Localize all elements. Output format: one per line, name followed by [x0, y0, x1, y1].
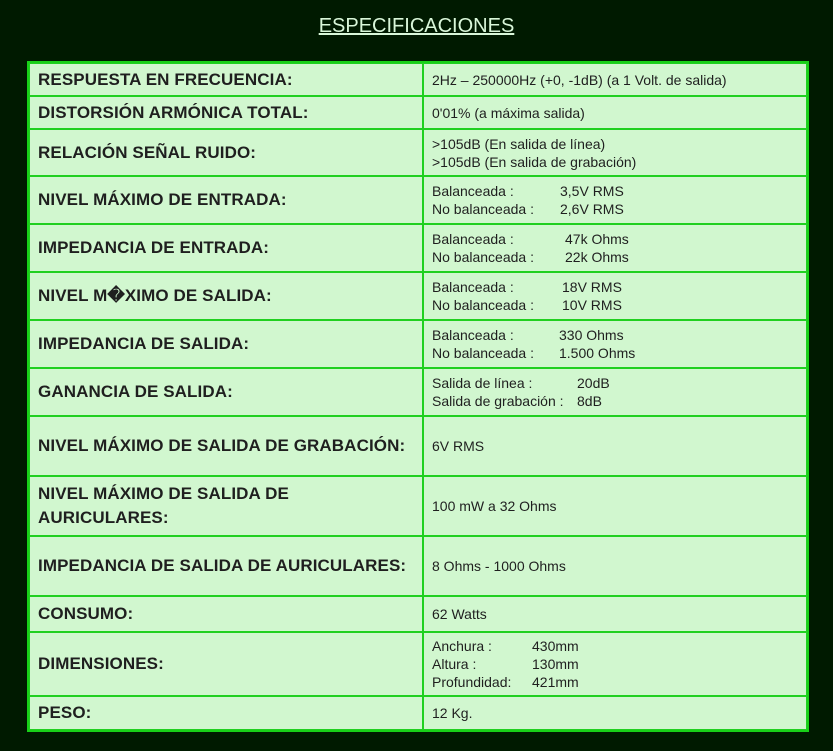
spec-pair [432, 374, 798, 392]
spec-value [423, 536, 807, 596]
spec-label: IMPEDANCIA DE ENTRADA: [29, 224, 423, 272]
spec-pair-key: Salida de grabación : [432, 393, 564, 409]
table-row [29, 368, 807, 416]
spec-pair-key: Balanceada : [432, 327, 514, 343]
spec-pair [432, 230, 798, 248]
spec-value-line: 12 Kg. [432, 705, 473, 721]
spec-label: IMPEDANCIA DE SALIDA: [29, 320, 423, 368]
spec-pair-key: Balanceada : [432, 183, 514, 199]
spec-pair [432, 673, 798, 691]
spec-pair [432, 182, 798, 200]
spec-pair-value: 47k Ohms [565, 231, 629, 247]
spec-value-line: 0'01% (a máxima salida) [432, 104, 585, 121]
spec-value [423, 176, 807, 224]
spec-pair-key: No balanceada : [432, 297, 534, 313]
spec-value-line: >105dB (En salida de línea) [432, 135, 606, 152]
spec-value [423, 596, 807, 632]
table-row [29, 96, 807, 129]
spec-pair-key: Altura : [432, 656, 477, 672]
table-row [29, 696, 807, 730]
spec-value [423, 129, 807, 176]
spec-pair [432, 200, 798, 218]
spec-pair [432, 278, 798, 296]
table-row [29, 596, 807, 632]
spec-pair-key: No balanceada : [432, 201, 534, 217]
spec-value [423, 224, 807, 272]
spec-pair-value: 20dB [577, 375, 610, 391]
spec-value [423, 696, 807, 730]
spec-value-line: 8 Ohms - 1000 Ohms [432, 558, 566, 574]
spec-label: NIVEL MÁXIMO DE SALIDA DE AURICULARES: [29, 476, 423, 536]
spec-pair-value: 430mm [532, 638, 579, 654]
spec-pair-key: Balanceada : [432, 231, 514, 247]
spec-value [423, 320, 807, 368]
spec-value-line: 2Hz – 250000Hz (+0, -1dB) (a 1 Volt. de salida) [432, 71, 727, 88]
table-row [29, 476, 807, 536]
spec-pair-value: 2,6V RMS [560, 201, 624, 217]
spec-label: RELACIÓN SEÑAL RUIDO: [29, 129, 423, 176]
spec-pair-value: 22k Ohms [565, 249, 629, 265]
spec-pair [432, 296, 798, 314]
spec-pair-value: 3,5V RMS [560, 183, 624, 199]
spec-pair-key: Salida de línea : [432, 375, 533, 391]
spec-value [423, 632, 807, 696]
spec-value [423, 416, 807, 476]
spec-pair-value: 421mm [532, 674, 579, 690]
spec-pair-value: 8dB [577, 393, 602, 409]
spec-label: CONSUMO: [29, 596, 423, 632]
spec-label: DIMENSIONES: [29, 632, 423, 696]
spec-pair-value: 10V RMS [562, 297, 622, 313]
specifications-table [27, 61, 809, 732]
spec-pair-key: Anchura : [432, 638, 492, 654]
table-row [29, 176, 807, 224]
table-row [29, 272, 807, 320]
spec-pair [432, 392, 798, 410]
spec-value-line: 62 Watts [432, 606, 487, 622]
spec-pair-key: No balanceada : [432, 249, 534, 265]
spec-label: IMPEDANCIA DE SALIDA DE AURICULARES: [29, 536, 423, 596]
spec-pair-key: Profundidad: [432, 674, 512, 690]
spec-value-line: 6V RMS [432, 438, 485, 454]
spec-pair-key: Balanceada : [432, 279, 514, 295]
spec-value [423, 272, 807, 320]
table-row [29, 536, 807, 596]
spec-pair-value: 330 Ohms [559, 327, 624, 343]
spec-value [423, 476, 807, 536]
spec-pair [432, 344, 798, 362]
table-row [29, 129, 807, 176]
spec-pair [432, 248, 798, 266]
spec-value [423, 96, 807, 129]
spec-label: GANANCIA DE SALIDA: [29, 368, 423, 416]
spec-pair [432, 637, 798, 655]
spec-label: RESPUESTA EN FRECUENCIA: [29, 63, 423, 96]
spec-pair-key: No balanceada : [432, 345, 534, 361]
table-row [29, 416, 807, 476]
spec-value-line: >105dB (En salida de grabación) [432, 153, 637, 170]
table-row [29, 63, 807, 96]
table-row [29, 320, 807, 368]
spec-value [423, 368, 807, 416]
table-row [29, 632, 807, 696]
spec-pair-value: 130mm [532, 656, 579, 672]
spec-value-line: 100 mW a 32 Ohms [432, 498, 557, 514]
spec-label: NIVEL MÁXIMO DE SALIDA DE GRABACIÓN: [29, 416, 423, 476]
table-row [29, 224, 807, 272]
spec-pair [432, 655, 798, 673]
spec-label: DISTORSIÓN ARMÓNICA TOTAL: [29, 96, 423, 129]
spec-label: NIVEL MÁXIMO DE ENTRADA: [29, 176, 423, 224]
spec-label: PESO: [29, 696, 423, 730]
spec-pair [432, 326, 798, 344]
spec-pair-value: 18V RMS [562, 279, 622, 295]
page-title: ESPECIFICACIONES [318, 15, 515, 37]
spec-label: NIVEL M�XIMO DE SALIDA: [29, 272, 423, 320]
spec-pair-value: 1.500 Ohms [559, 345, 636, 361]
spec-value [423, 63, 807, 96]
